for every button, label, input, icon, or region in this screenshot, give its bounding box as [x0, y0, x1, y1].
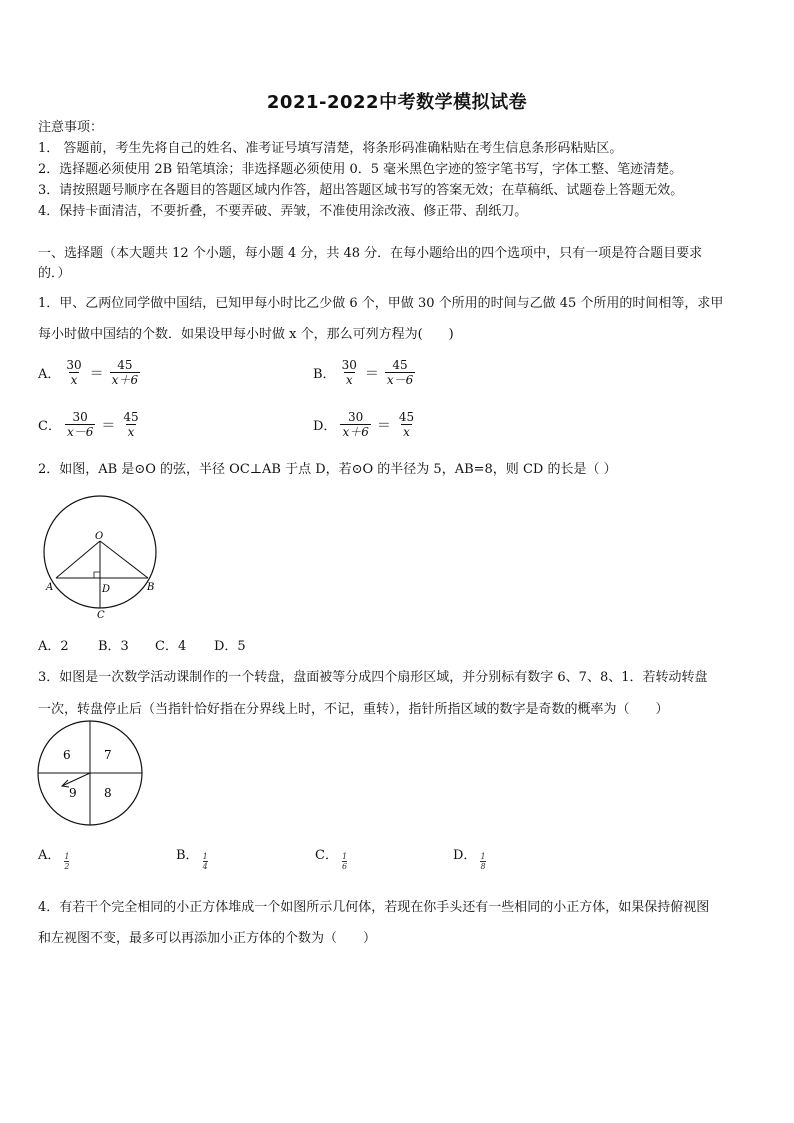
notice-item-1: 1． 答题前，考生先将自己的姓名、准考证号填写清楚，将条形码准确粘贴在考生信息条形码粘贴区。	[38, 141, 623, 156]
q2-text: 2．如图，AB 是⊙O 的弦，半径 OC⊥AB 于点 D，若⊙O 的半径为 5，AB=8，则 CD 的长是（ ）	[38, 462, 617, 477]
sector-label-9: 9	[69, 786, 77, 800]
option-label: A．	[38, 848, 61, 863]
sector-label-8: 8	[104, 786, 112, 800]
segment-ob	[100, 541, 148, 578]
q2-option-d[interactable]: D．5	[214, 639, 246, 654]
notice-item-4: 4．保持卡面清洁，不要折叠，不要弄破、弄皱，不准使用涂改液、修正带、刮纸刀。	[38, 204, 528, 219]
label-o: O	[95, 531, 104, 542]
fraction-left: $\frac{30}{x}$	[341, 358, 357, 387]
q3-option-a[interactable]	[38, 836, 69, 871]
notice-item-2: 2．选择题必须使用 2B 铅笔填涂；非选择题必须使用 0．5 毫米黑色字迹的签字笔书写，字体工整、笔迹清楚。	[38, 162, 683, 177]
section-heading-line2: 的．）	[38, 266, 71, 281]
q1-text-line1: 1．甲、乙两位同学做中国结，已知甲每小时比乙少做 6 个，甲做 30 个所用的时间与乙做 45 个所用的时间相等，求甲	[38, 296, 724, 311]
option-label: C．	[38, 419, 61, 434]
page-title: 2021-2022中考数学模拟试卷	[266, 92, 528, 113]
q3-text-line2: 一次，转盘停止后（当指针恰好指在分界线上时，不记，重转），指针所指区域的数字是奇数的概率为（ ）	[38, 702, 669, 717]
section-heading-line1: 一、选择题（本大题共 12 个小题，每小题 4 分，共 48 分．在每小题给出的四个选项中，只有一项是符合题目要求	[38, 246, 703, 261]
q1-option-b[interactable]: B． $\frac{30}{x}$ ＝ $\frac{45}{x-6}$	[313, 358, 414, 387]
q1-option-c[interactable]: C． $\frac{30}{x-6}$ ＝ $\frac{45}{x}$	[38, 410, 139, 439]
q4-text-line2: 和左视图不变，最多可以再添加小正方体的个数为（ ）	[38, 931, 377, 946]
q1-text-line2: 每小时做中国结的个数．如果设甲每小时做 x 个，那么可列方程为( )	[38, 327, 454, 342]
option-label: D．	[453, 848, 477, 863]
right-angle-mark	[94, 572, 100, 578]
q3-text-line1: 3．如图是一次数学活动课制作的一个转盘，盘面被等分成四个扇形区域，并分别标有数字 6、7、8、1．若转动转盘	[38, 670, 708, 685]
q2-option-c[interactable]: C．4	[155, 639, 187, 654]
fraction: $\frac{1}{8}$	[480, 852, 486, 871]
q1-option-a[interactable]: A． $\frac{30}{x}$ ＝ $\frac{45}{x+6}$	[38, 358, 139, 387]
option-label: B．	[313, 367, 336, 382]
circle-diagram	[36, 486, 166, 621]
fraction: $\frac{1}{6}$	[341, 852, 348, 871]
option-label: C．	[315, 848, 338, 863]
fraction-left: $\frac{30}{x-6}$	[66, 410, 94, 439]
option-label: D．	[313, 419, 337, 434]
q2-option-a[interactable]: A．2	[38, 639, 69, 654]
fraction-left: $\frac{30}{x}$	[66, 358, 82, 387]
q1-option-d[interactable]: D． $\frac{30}{x+6}$ ＝ $\frac{45}{x}$	[313, 410, 415, 439]
fraction-left: $\frac{30}{x+6}$	[342, 410, 369, 439]
label-b: B	[147, 582, 155, 593]
q2-option-b[interactable]: B．3	[98, 639, 129, 654]
fraction-right: $\frac{45}{x+6}$	[111, 358, 139, 387]
fraction-right: $\frac{45}{x}$	[123, 410, 139, 439]
option-label: B．	[176, 848, 199, 863]
q4-text-line1: 4．有若干个完全相同的小正方体堆成一个如图所示几何体，若现在你手头还有一些相同的小正方体，如果保持俯视图	[38, 900, 710, 915]
fraction-right: $\frac{45}{x-6}$	[386, 358, 414, 387]
label-d: D	[102, 584, 111, 595]
q3-option-b[interactable]	[176, 836, 208, 871]
notice-item-3: 3．请按照题号顺序在各题目的答题区域内作答，超出答题区域书写的答案无效；在草稿纸、试题卷上答题无效。	[38, 183, 684, 198]
option-label: A．	[38, 367, 61, 382]
notice-heading: 注意事项：	[38, 120, 104, 135]
label-a: A	[46, 582, 54, 593]
spinner-diagram	[36, 718, 146, 828]
fraction: $\frac{1}{2}$	[64, 852, 70, 871]
label-c: C	[97, 610, 105, 621]
fraction: $\frac{1}{4}$	[202, 852, 208, 871]
fraction-right: $\frac{45}{x}$	[398, 410, 415, 439]
q3-option-c[interactable]	[315, 836, 347, 871]
sector-label-6: 6	[63, 748, 71, 762]
segment-oa	[56, 541, 100, 578]
sector-label-7: 7	[104, 748, 112, 762]
q3-option-d[interactable]	[453, 836, 486, 871]
spinner-pointer	[62, 773, 90, 786]
